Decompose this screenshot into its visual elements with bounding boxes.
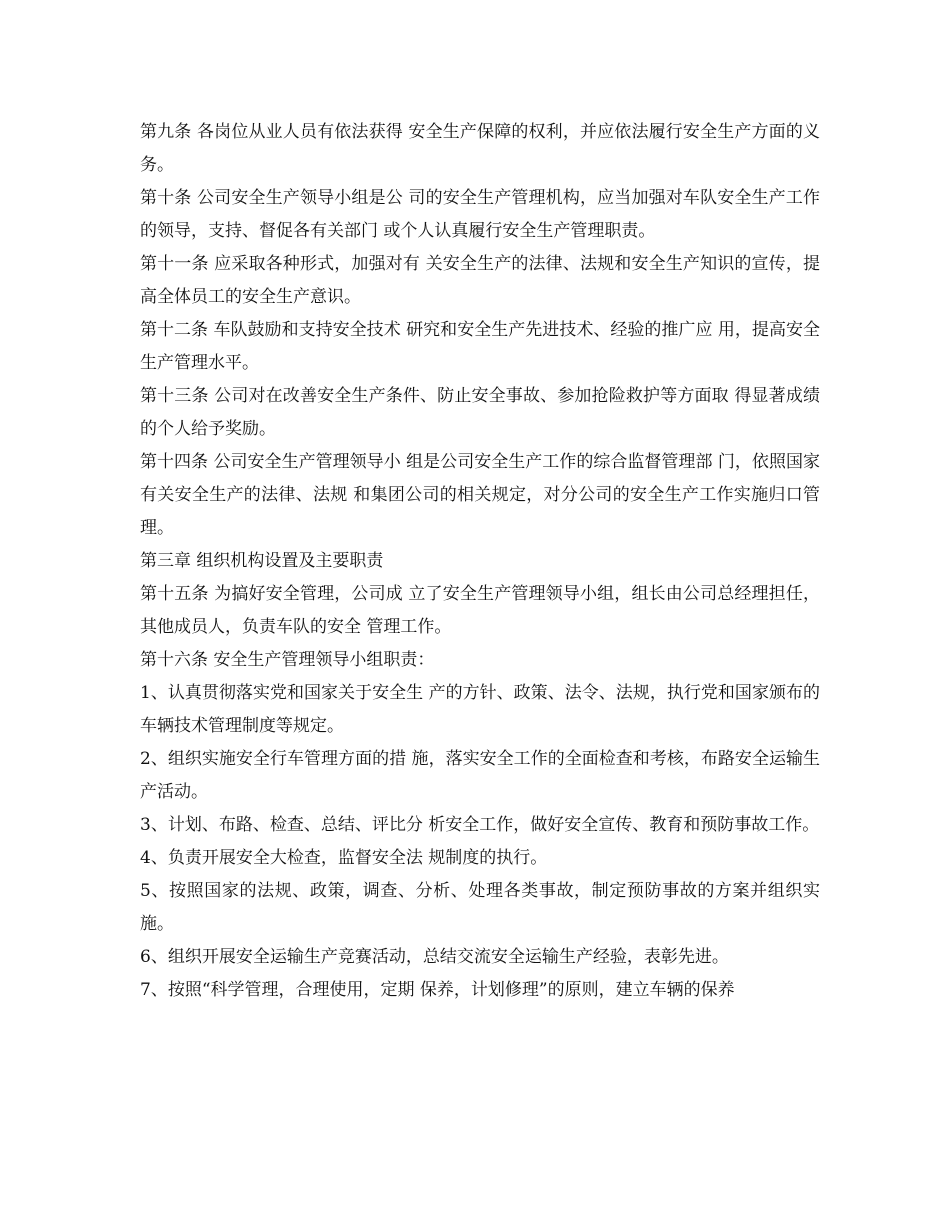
duty-item-2: 2、组织实施安全行车管理方面的措 施，落实安全工作的全面检查和考核，布路安全运输生产活动。 (140, 749, 820, 802)
article-12: 第十二条 车队鼓励和支持安全技术 研究和安全生产先进技术、经验的推广应 用，提高安全生产管理水平。 (140, 320, 820, 373)
article-13: 第十三条 公司对在改善安全生产条件、防止安全事故、参加抢险救护等方面取 得显著成绩的个人给予奖励。 (140, 386, 820, 439)
duty-item-6: 6、组织开展安全运输生产竞赛活动，总结交流安全运输生产经验，表彰先进。 (140, 947, 729, 967)
duty-item-7: 7、按照“科学管理，合理使用，定期 保养，计划修理”的原则，建立车辆的保养 (140, 980, 735, 1000)
chapter-3-heading: 第三章 组织机构设置及主要职责 (140, 551, 384, 571)
duty-item-3: 3、计划、布路、检查、总结、评比分 析安全工作，做好安全宣传、教育和预防事故工作。 (140, 815, 820, 835)
article-14: 第十四条 公司安全生产管理领导小 组是公司安全生产工作的综合监督管理部 门，依照国家有关安全生产的法律、法规 和集团公司的相关规定，对分公司的安全生产工作实施归口管理。 (140, 452, 820, 538)
article-11: 第十一条 应采取各种形式，加强对有 关安全生产的法律、法规和安全生产知识的宣传，提高全体员工的安全生产意识。 (140, 254, 820, 307)
article-9: 第九条 各岗位从业人员有依法获得 安全生产保障的权利，并应依法履行安全生产方面的义务。 (140, 122, 820, 175)
document-body (140, 116, 820, 1007)
duty-item-5: 5、按照国家的法规、政策，调查、分析、处理各类事故，制定预防事故的方案并组织实施。 (140, 881, 820, 934)
article-15: 第十五条 为搞好安全管理，公司成 立了安全生产管理领导小组，组长由公司总经理担任，其他成员人，负责车队的安全 管理工作。 (140, 584, 820, 637)
article-10: 第十条 公司安全生产领导小组是公 司的安全生产管理机构，应当加强对车队安全生产工作的领导，支持、督促各有关部门 或个人认真履行安全生产管理职责。 (140, 188, 820, 241)
duty-item-4: 4、负责开展安全大检查，监督安全法 规制度的执行。 (140, 848, 548, 868)
article-16: 第十六条 安全生产管理领导小组职责： (140, 650, 435, 670)
duty-item-1: 1、认真贯彻落实党和国家关于安全生 产的方针、政策、法令、法规，执行党和国家颁布的车辆技术管理制度等规定。 (140, 683, 820, 736)
